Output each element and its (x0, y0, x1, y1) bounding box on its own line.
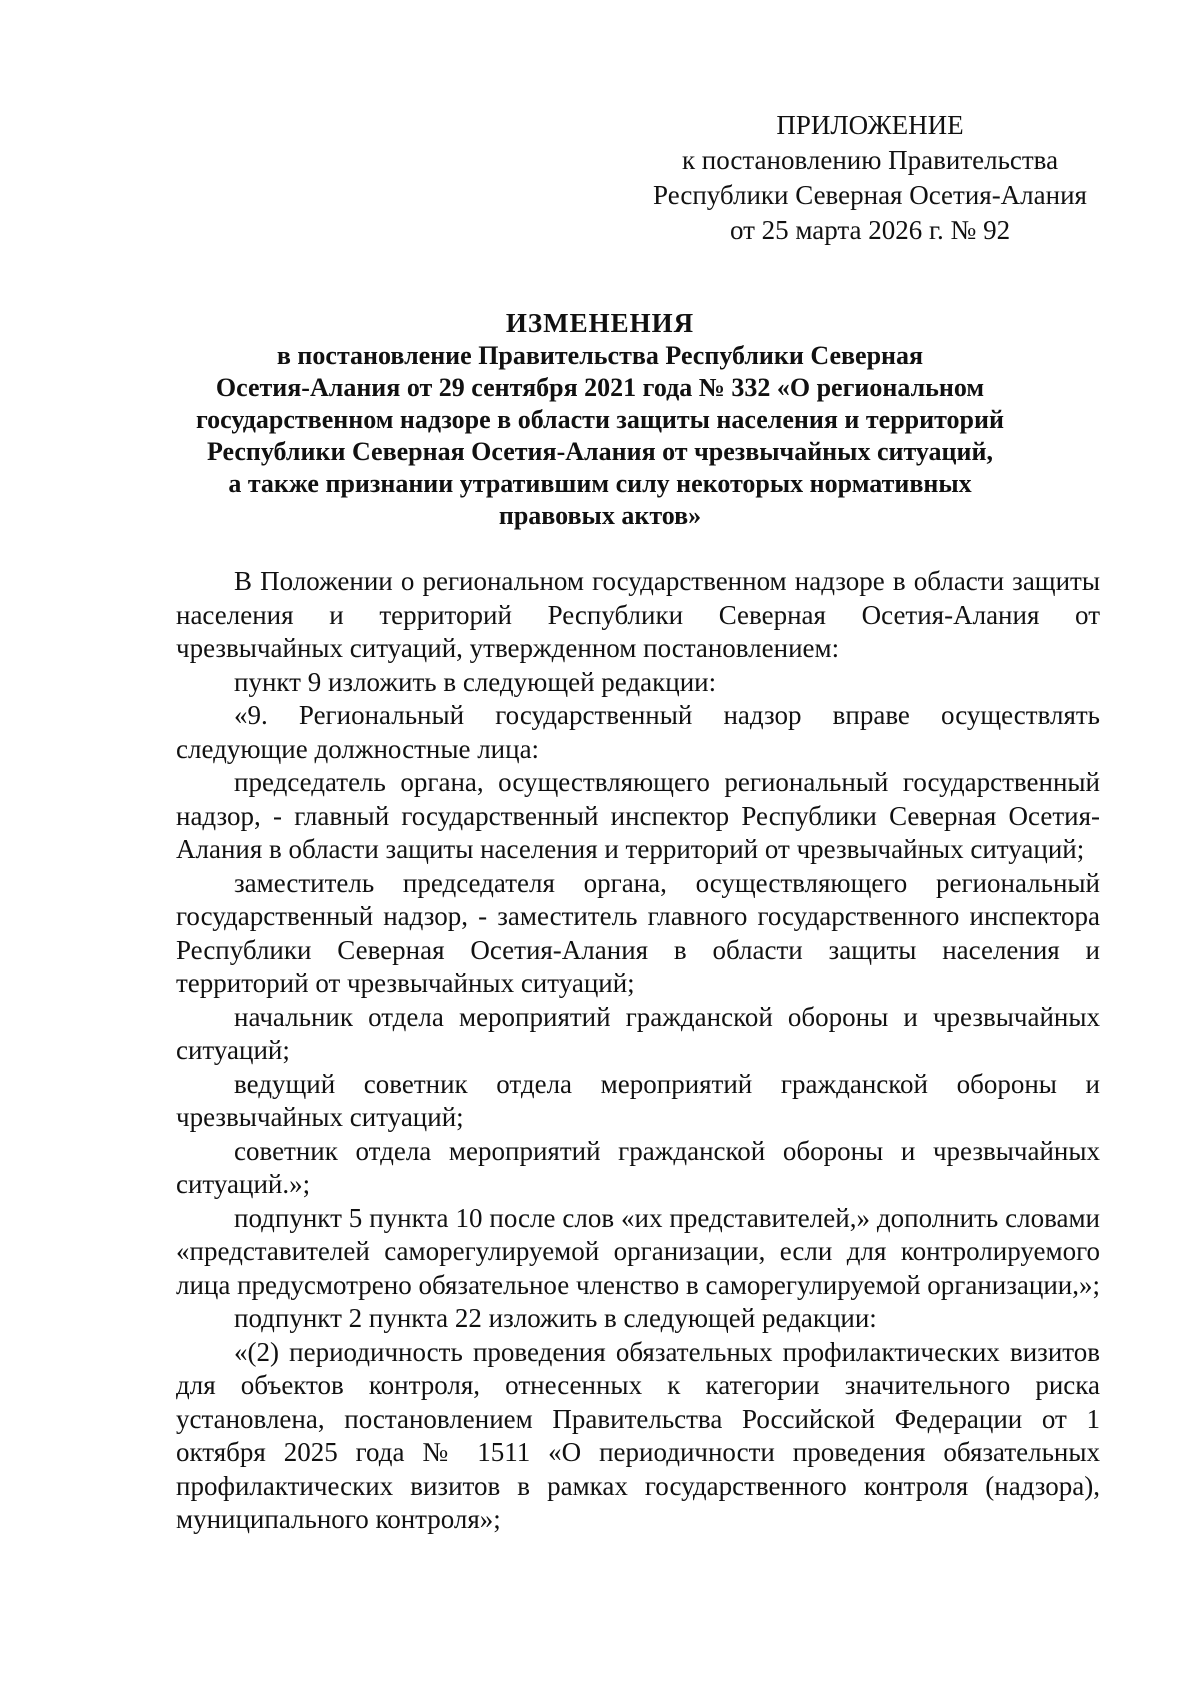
title-heading: ИЗМЕНЕНИЯ (505, 308, 695, 338)
appendix-header (635, 108, 1105, 248)
body-paragraph: советник отдела мероприятий гражданской обороны и чрезвычайных ситуаций.»; (176, 1135, 1100, 1199)
body-paragraph: заместитель председателя органа, осуществляющего региональный государственный надзор, - заместитель главного государственного инспектора Республики Северная Осетия-Алания в области защиты населения и территорий от чрезвычайных ситуаций; (176, 867, 1100, 998)
body-paragraph: В Положении о региональном государственном надзоре в области защиты населения и территорий Республики Северная Осетия-Алания от чрезвычайных ситуаций, утвержденном постановлением: (176, 566, 1100, 663)
appendix-label: ПРИЛОЖЕНИЕ (776, 110, 964, 140)
title-line: правовых актов» (498, 501, 702, 530)
appendix-line-2: Республики Северная Осетия-Алания (653, 180, 1087, 210)
body-paragraph: «(2) периодичность проведения обязательных профилактических визитов для объектов контроля, отнесенных к категории значительного риска установлена, постановлением Правительства Российской Федерации от 1 октября 2025 года № 1511 «О периодичности проведения обязательных профилактических визитов в рамках государственного контроля (надзора), муниципального контроля»; (176, 1336, 1100, 1534)
title-line: Республики Северная Осетия-Алания от чрезвычайных ситуаций, (206, 437, 994, 466)
body-paragraph: начальник отдела мероприятий гражданской обороны и чрезвычайных ситуаций; (176, 1001, 1100, 1065)
body-paragraph: ведущий советник отдела мероприятий гражданской обороны и чрезвычайных ситуаций; (176, 1068, 1100, 1132)
document-body (176, 565, 1100, 1537)
body-paragraph: подпункт 2 пункта 22 изложить в следующей редакции: (234, 1303, 877, 1333)
body-paragraph: подпункт 5 пункта 10 после слов «их представителей,» дополнить словами «представителей саморегулируемой организации, если для контролируемого лица предусмотрено обязательное членство в саморегулируемой организации,»; (176, 1202, 1100, 1300)
body-paragraph: «9. Региональный государственный надзор вправе осуществлять следующие должностные лица: (176, 700, 1100, 764)
appendix-line-3: от 25 марта 2026 г. № 92 (729, 215, 1011, 245)
title-line: Осетия-Алания от 29 сентября 2021 года № 332 «О региональном (215, 373, 985, 402)
appendix-line-1: к постановлению Правительства (681, 145, 1059, 175)
body-paragraph: председатель органа, осуществляющего региональный государственный надзор, - главный государственный инспектор Республики Северная Осетия-Алания в области защиты населения и территорий от чрезвычайных ситуаций; (176, 767, 1100, 864)
body-paragraph: пункт 9 изложить в следующей редакции: (234, 666, 717, 697)
document-title (150, 306, 1050, 532)
title-line: в постановление Правительства Республики Северная (276, 341, 924, 370)
title-line: государственном надзоре в области защиты населения и территорий (196, 405, 1004, 434)
title-line: а также признании утратившим силу некоторых нормативных (228, 469, 972, 498)
